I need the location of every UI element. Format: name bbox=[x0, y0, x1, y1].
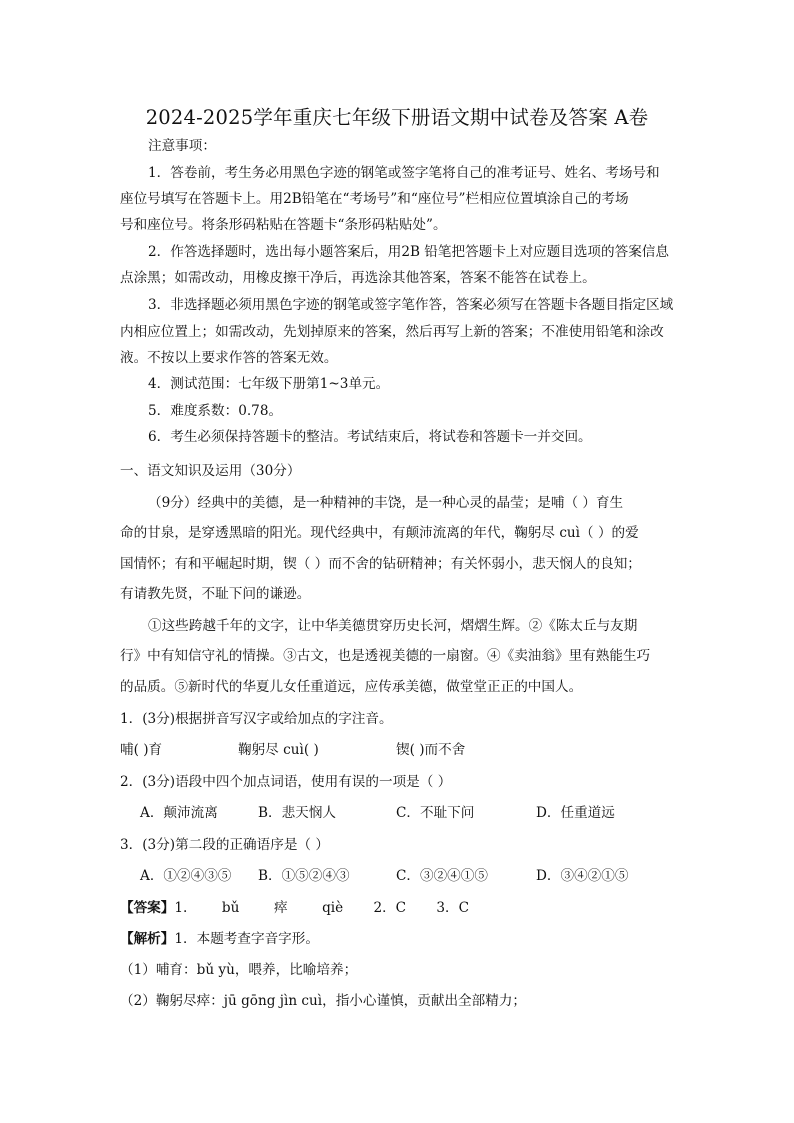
notice-heading: 注意事项： bbox=[148, 138, 216, 154]
notice-line: 点涂黑；如需改动，用橡皮擦干净后，再选涂其他答案，答案不能答在试卷上。 bbox=[120, 270, 596, 286]
notice-line: 5．难度系数：0.78。 bbox=[148, 403, 283, 419]
question-3-option-a: A．①②④③⑤ bbox=[140, 868, 232, 884]
passage-line: 行》中有知信守礼的情操。③古文，也是透视美德的一扇窗。④《卖油翁》里有熟能生巧 bbox=[120, 648, 651, 664]
question-1-item: 锲( )而不舍 bbox=[396, 742, 466, 758]
question-2-option-c: C．不耻下问 bbox=[396, 805, 475, 821]
passage-line: （9分）经典中的美德，是一种精神的丰饶，是一种心灵的晶莹；是哺（ ）育生 bbox=[148, 495, 624, 511]
answer-label: 【答案】 bbox=[120, 900, 175, 916]
analysis-label: 【解析】 bbox=[120, 931, 175, 947]
analysis-line: （2）鞠躬尽瘁：jū gōng jìn cuì，指小心谨慎，贡献出全部精力； bbox=[120, 993, 527, 1009]
analysis-line: （1）哺育：bǔ yù，喂养，比喻培养； bbox=[120, 962, 358, 978]
question-3-stem: 3．(3分)第二段的正确语序是（ ） bbox=[120, 837, 329, 853]
question-3-option-b: B．①⑤②④③ bbox=[258, 868, 350, 884]
answer-text: 1. bǔ 瘁 qiè 2．C 3．C bbox=[174, 900, 469, 916]
notice-line: 1．答卷前，考生务必用黑色字迹的钢笔或签字笔将自己的准考证号、姓名、考场号和 bbox=[148, 165, 660, 181]
notice-line: 4．测试范围：七年级下册第1~3单元。 bbox=[148, 376, 390, 392]
question-3-option-c: C．③②④①⑤ bbox=[396, 868, 488, 884]
question-1-item: 哺( )育 bbox=[120, 742, 163, 758]
analysis-line bbox=[120, 929, 319, 949]
passage-line: 有请教先贤，不耻下问的谦逊。 bbox=[120, 586, 311, 602]
section-heading: 一、语文知识及运用（30分） bbox=[120, 463, 301, 479]
page-title: 2024-2025学年重庆七年级下册语文期中试卷及答案 A卷 bbox=[145, 106, 649, 129]
notice-line: 内相应位置上；如需改动，先划掉原来的答案，然后再写上新的答案；不准使用铅笔和涂改 bbox=[120, 324, 664, 340]
passage-line: 的品质。⑤新时代的华夏儿女任重道远，应传承美德，做堂堂正正的中国人。 bbox=[120, 679, 583, 695]
passage-line: 国情怀；有和平崛起时期，锲（ ）而不舍的钻研精神；有关怀弱小，悲天悯人的良知； bbox=[120, 556, 641, 572]
question-2-stem: 2．(3分)语段中四个加点词语，使用有误的一项是（ ） bbox=[120, 774, 452, 790]
notice-line: 液。不按以上要求作答的答案无效。 bbox=[120, 350, 338, 366]
notice-line: 座位号填写在答题卡上。用2B铅笔在“考场号”和“座位号”栏相应位置填涂自己的考场 bbox=[120, 191, 629, 207]
question-3-option-d: D．③④②①⑤ bbox=[536, 868, 629, 884]
question-2-option-b: B．悲天悯人 bbox=[258, 805, 336, 821]
notice-line: 号和座位号。将条形码粘贴在答题卡“条形码粘贴处”。 bbox=[120, 217, 447, 233]
passage-line: 命的甘泉，是穿透黑暗的阳光。现代经典中，有颠沛流离的年代，鞠躬尽 cuì（ ）的爱 bbox=[120, 525, 639, 541]
answer-line bbox=[120, 898, 469, 918]
notice-line: 6．考生必须保持答题卡的整洁。考试结束后，将试卷和答题卡一并交回。 bbox=[148, 429, 592, 445]
question-1-item: 鞠躬尽 cuì( ) bbox=[238, 742, 319, 758]
notice-line: 2．作答选择题时，选出每小题答案后，用2B 铅笔把答题卡上对应题目选项的答案信息 bbox=[148, 244, 669, 260]
question-1-stem: 1．(3分)根据拼音写汉字或给加点的字注音。 bbox=[120, 711, 393, 727]
analysis-text: 1．本题考查字音字形。 bbox=[174, 931, 319, 947]
question-2-option-a: A．颠沛流离 bbox=[140, 805, 218, 821]
notice-line: 3．非选择题必须用黑色字迹的钢笔或签字笔作答，答案必须写在答题卡各题目指定区域 bbox=[148, 297, 674, 313]
question-2-option-d: D．任重道远 bbox=[536, 805, 615, 821]
passage-line: ①这些跨越千年的文字，让中华美德贯穿历史长河，熠熠生辉。②《陈太丘与友期 bbox=[148, 618, 638, 634]
